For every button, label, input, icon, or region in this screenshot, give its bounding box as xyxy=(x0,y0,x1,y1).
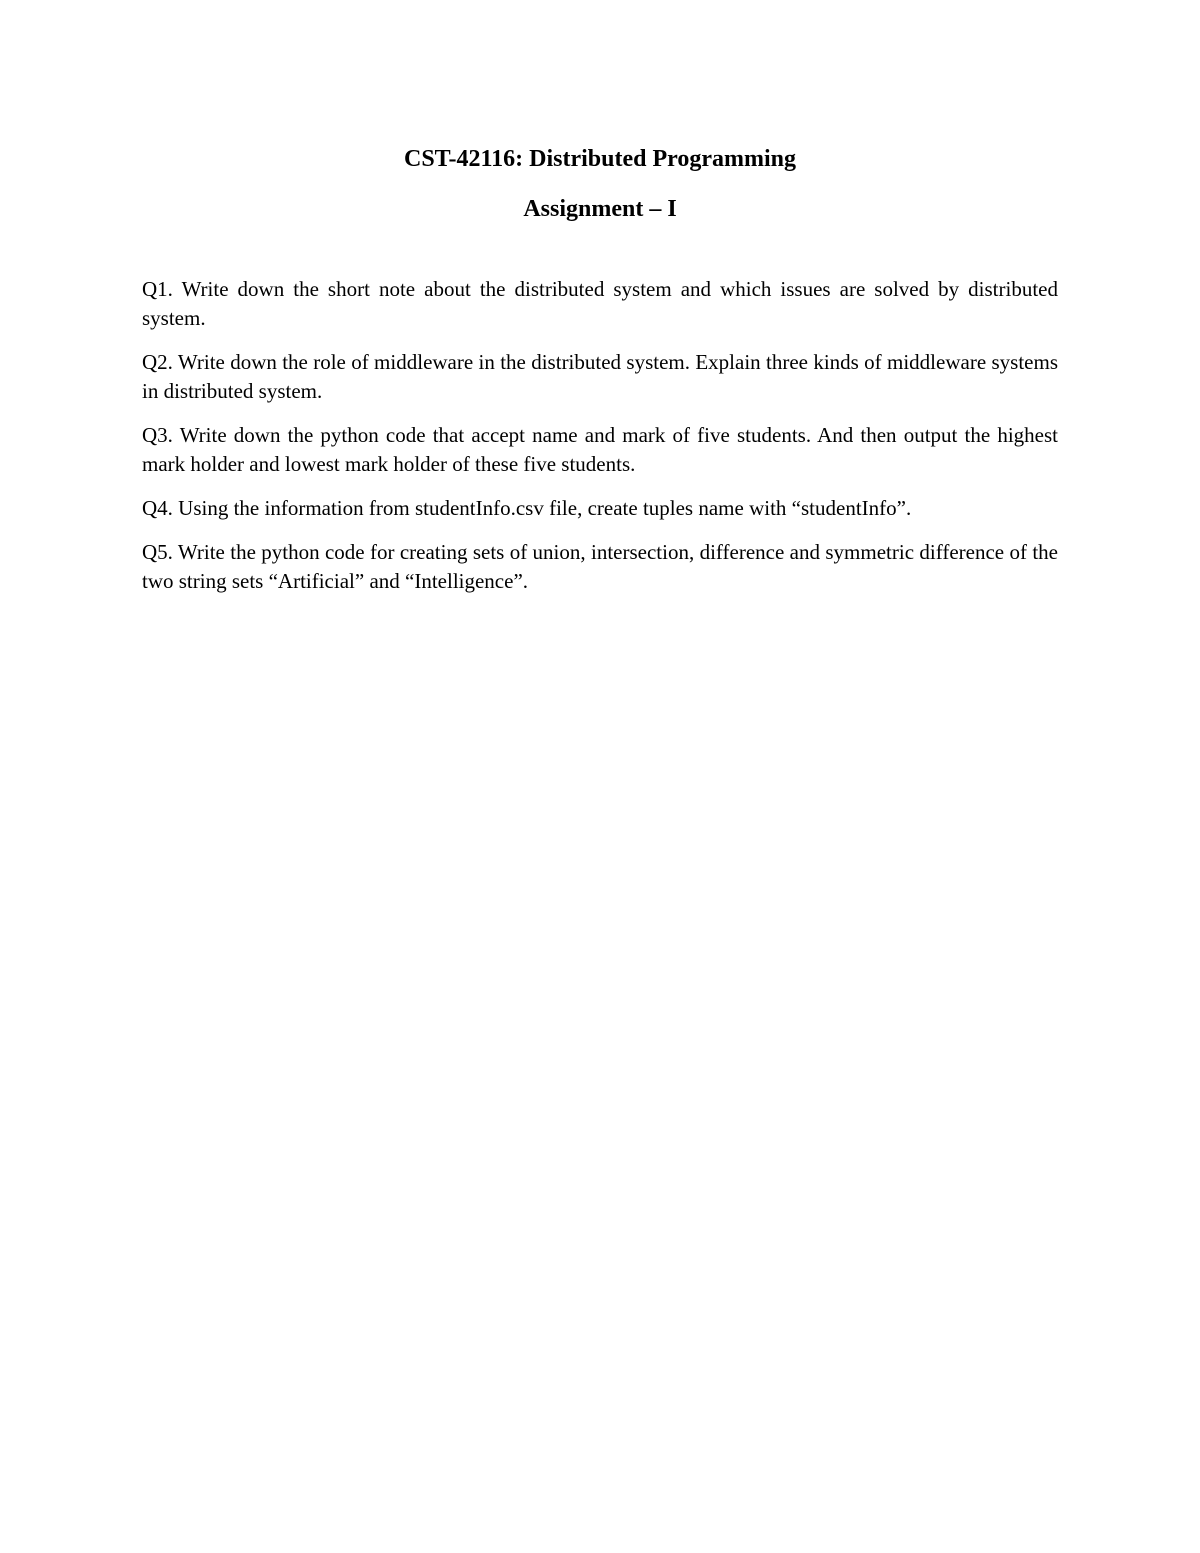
document-title: CST-42116: Distributed Programming xyxy=(403,146,796,172)
question-1: Q1. Write down the short note about the distributed system and which issues are solved by distributed system. xyxy=(142,277,1058,330)
question-5: Q5. Write the python code for creating sets of union, intersection, difference and symmetric difference of the two string sets “Artificial” and “Intelligence”. xyxy=(142,540,1058,593)
question-list xyxy=(142,275,1058,596)
question-3: Q3. Write down the python code that accept name and mark of five students. And then output the highest mark holder and lowest mark holder of these five students. xyxy=(142,423,1058,476)
assignment-heading: Assignment – I xyxy=(523,196,677,222)
question-4: Q4. Using the information from studentInfo.csv file, create tuples name with “studentInfo”. xyxy=(142,496,912,520)
question-2: Q2. Write down the role of middleware in the distributed system. Explain three kinds of middleware systems in distributed system. xyxy=(142,350,1058,403)
